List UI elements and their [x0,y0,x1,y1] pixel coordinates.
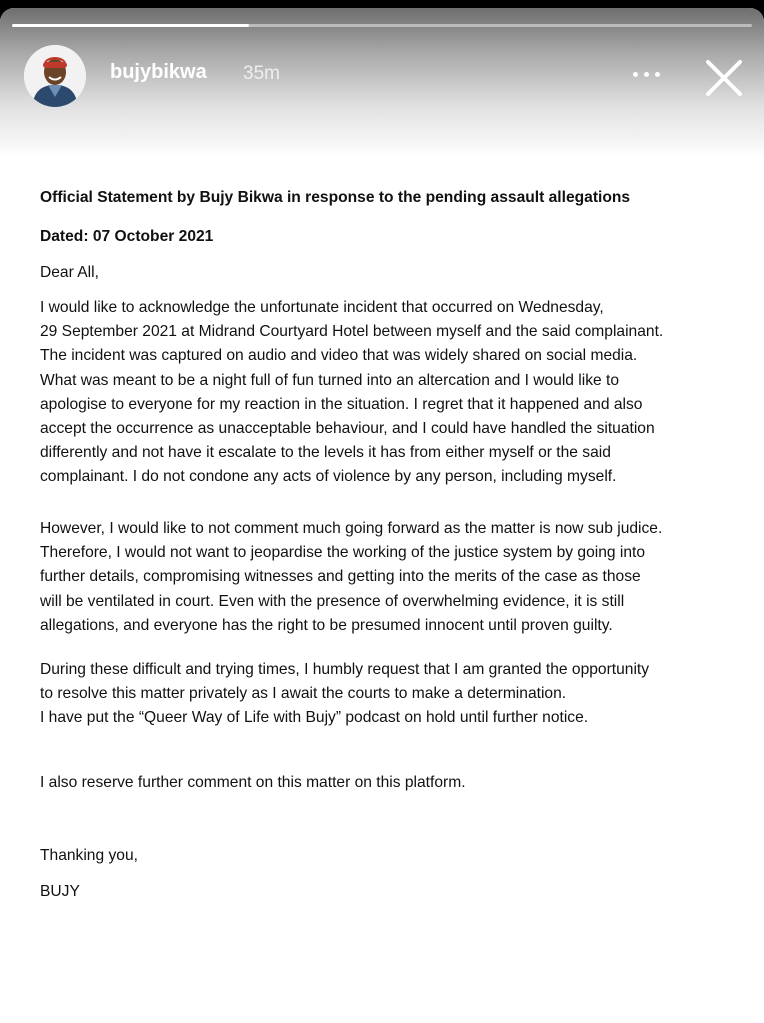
more-dots-icon[interactable] [626,60,666,88]
dot [655,72,660,77]
avatar-photo [24,45,86,107]
story-timestamp: 35m [243,63,280,84]
paragraph-line: 29 September 2021 at Midrand Courtyard Hotel between myself and the said complainant. [40,323,664,341]
statement-title: Official Statement by Bujy Bikwa in response to the pending assault allegations [40,189,631,206]
story-progress-bar [12,24,752,27]
story-progress-fill [12,24,249,27]
paragraph-line: to resolve this matter privately as I await the courts to make a determination. [40,685,567,703]
paragraph-line: I would like to acknowledge the unfortunate incident that occurred on Wednesday, [40,299,604,316]
story-username[interactable]: bujybikwa [110,61,207,83]
paragraph-line: I have put the “Queer Way of Life with Bujy” podcast on hold until further notice. [40,709,589,727]
paragraph-line: What was meant to be a night full of fun turned into an altercation and I would like to [40,371,620,389]
paragraph-line: further details, compromising witnesses and getting into the merits of the case as those [40,568,641,586]
story-viewer [0,8,764,1023]
dot [633,72,638,77]
paragraph-line: During these difficult and trying times, I humbly request that I am granted the opportunity [40,661,650,678]
statement-greeting: Dear All, [40,264,99,281]
dot [644,72,649,77]
close-icon[interactable] [700,54,748,102]
statement-paragraph-2 [40,517,662,638]
paragraph-line: However, I would like to not comment much going forward as the matter is now sub judice. [40,520,663,537]
paragraph-line: The incident was captured on audio and video that was widely shared on social media. [40,347,638,365]
statement-date: Dated: 07 October 2021 [40,228,214,245]
paragraph-line: complainant. I do not condone any acts of violence by any person, including myself. [40,468,617,486]
paragraph-line: Therefore, I would not want to jeopardise the working of the justice system by going into [40,544,646,562]
statement-reserve: I also reserve further comment on this matter on this platform. [40,774,466,791]
statement-paragraph-1 [40,296,663,490]
statement-closing: Thanking you, [40,847,138,864]
paragraph-line: differently and not have it escalate to the levels it has from either myself or the said [40,444,611,462]
paragraph-line: accept the occurrence as unacceptable behaviour, and I could have handled the situation [40,420,655,438]
paragraph-line: apologise to everyone for my reaction in the situation. I regret that it happened and also [40,395,643,413]
statement-signature: BUJY [40,883,80,900]
paragraph-line: allegations, and everyone has the right to be presumed innocent until proven guilty. [40,616,613,634]
paragraph-line: will be ventilated in court. Even with the presence of overwhelming evidence, it is still [40,592,625,610]
avatar[interactable] [24,45,86,107]
statement-paragraph-3 [40,658,649,731]
